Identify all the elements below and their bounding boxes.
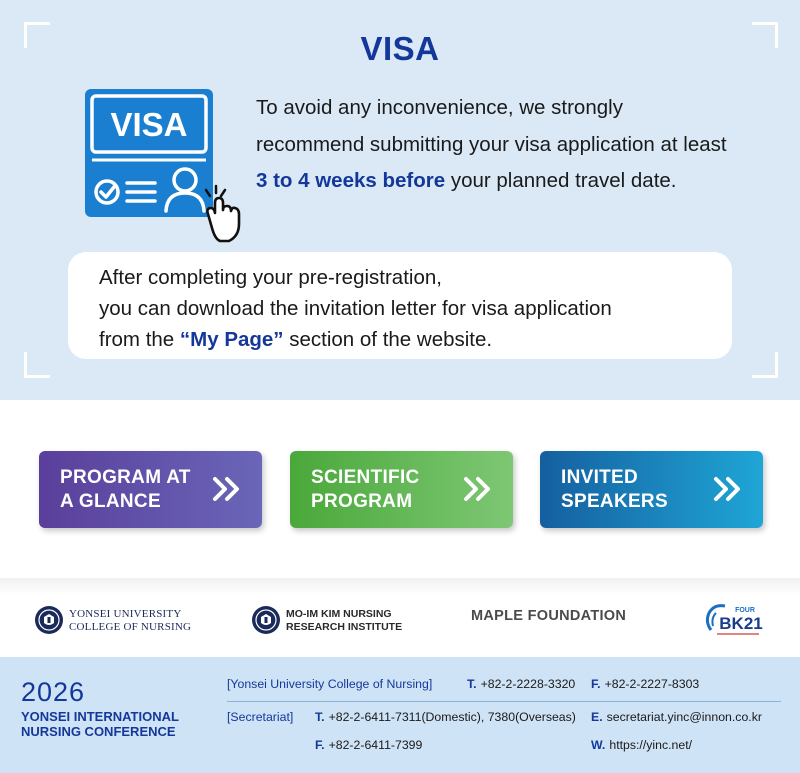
conference-name-line2: NURSING CONFERENCE bbox=[21, 724, 176, 739]
button-label-line1: PROGRAM AT bbox=[60, 467, 191, 488]
secretariat-email-key: E. bbox=[591, 710, 603, 724]
secretariat-tel-value: +82-2-6411-7311(Domestic), 7380(Overseas) bbox=[328, 710, 576, 724]
button-label-line1: INVITED bbox=[561, 467, 639, 488]
mo-im-kim-institute-logo[interactable] bbox=[251, 603, 421, 637]
button-label-line1: SCIENTIFIC bbox=[311, 467, 420, 488]
visa-intro-part-end: your planned travel date. bbox=[445, 169, 677, 192]
invite-line-3-start: from the bbox=[99, 328, 180, 351]
secretariat-website bbox=[591, 738, 692, 752]
invite-line-2: you can download the invitation letter for visa application bbox=[99, 297, 612, 320]
moim-logo-line1: MO-IM KIM NURSING bbox=[286, 608, 392, 620]
my-page-link[interactable]: “My Page” bbox=[179, 328, 284, 351]
yonsei-logo-line1: YONSEI UNIVERSITY bbox=[69, 608, 182, 620]
moim-logo-line2: RESEARCH INSTITUTE bbox=[286, 620, 403, 633]
secretariat-fax-value: +82-2-6411-7399 bbox=[328, 738, 423, 752]
visa-intro-text bbox=[256, 90, 736, 200]
frame-corner-bottom-left bbox=[24, 352, 50, 378]
secretariat-email-value[interactable]: secretariat.yinc@innon.co.kr bbox=[606, 710, 762, 724]
yonsei-college-of-nursing-logo[interactable] bbox=[34, 603, 204, 637]
college-fax bbox=[591, 677, 699, 691]
college-label: [Yonsei University College of Nursing] bbox=[227, 677, 433, 691]
program-at-a-glance-button[interactable] bbox=[39, 451, 262, 528]
button-label bbox=[311, 466, 461, 514]
button-label-line2: A GLANCE bbox=[60, 491, 161, 512]
invitation-letter-notice bbox=[68, 252, 732, 359]
moim-emblem-icon bbox=[251, 605, 281, 635]
invited-speakers-button[interactable] bbox=[540, 451, 763, 528]
college-tel-key: T. bbox=[467, 677, 477, 691]
secretariat-web-link[interactable]: https://yinc.net/ bbox=[609, 738, 693, 752]
double-chevron-right-icon bbox=[212, 476, 242, 502]
visa-card-label: VISA bbox=[110, 106, 188, 143]
double-chevron-right-icon bbox=[713, 476, 743, 502]
scientific-program-button[interactable] bbox=[290, 451, 513, 528]
yonsei-logo-line2: COLLEGE OF NURSING bbox=[69, 621, 192, 633]
secretariat-email bbox=[591, 710, 762, 724]
visa-title: VISA bbox=[360, 30, 440, 67]
college-fax-key: F. bbox=[591, 677, 601, 691]
secretariat-label-row bbox=[227, 710, 293, 724]
bk21-four-logo[interactable] bbox=[703, 600, 765, 640]
secretariat-label: [Secretariat] bbox=[227, 710, 294, 724]
secretariat-fax bbox=[315, 738, 422, 752]
yonsei-emblem-icon bbox=[34, 605, 64, 635]
secretariat-fax-key: F. bbox=[315, 738, 325, 752]
bk21-label: BK21 bbox=[719, 614, 763, 633]
maple-foundation-logo[interactable]: MAPLE FOUNDATION bbox=[471, 608, 627, 624]
invite-line-3 bbox=[99, 324, 732, 355]
moim-logo-text bbox=[286, 608, 402, 633]
footer bbox=[0, 657, 800, 773]
invite-line-1: After completing your pre-registration, bbox=[99, 266, 442, 289]
visa-intro-part: To avoid any inconvenience, we strongly recommend submitting your visa application at least bbox=[256, 96, 727, 156]
sponsor-logo-band bbox=[0, 578, 800, 657]
yonsei-logo-text bbox=[69, 608, 191, 634]
conference-year: 2026 bbox=[21, 677, 86, 707]
secretariat-web-key: W. bbox=[591, 738, 606, 752]
college-tel-value: +82-2-2228-3320 bbox=[480, 677, 576, 691]
college-phone bbox=[467, 677, 575, 691]
college-fax-value: +82-2-2227-8303 bbox=[604, 677, 700, 691]
frame-corner-bottom-right bbox=[752, 352, 778, 378]
double-chevron-right-icon bbox=[463, 476, 493, 502]
footer-divider bbox=[227, 701, 781, 702]
conference-name-line1: YONSEI INTERNATIONAL bbox=[21, 709, 179, 724]
conference-name bbox=[21, 709, 179, 739]
visa-card-icon bbox=[82, 86, 247, 246]
visa-deadline-highlight: 3 to 4 weeks before bbox=[256, 169, 446, 192]
button-label-line2: SPEAKERS bbox=[561, 491, 668, 512]
college-contact-row bbox=[227, 677, 432, 691]
invite-line-3-end: section of the website. bbox=[283, 328, 493, 351]
secretariat-tel-key: T. bbox=[315, 710, 325, 724]
bk-four-label: FOUR bbox=[735, 607, 755, 614]
button-label bbox=[561, 466, 711, 514]
button-label bbox=[60, 466, 210, 514]
secretariat-phone bbox=[315, 710, 576, 724]
button-label-line2: PROGRAM bbox=[311, 491, 413, 512]
